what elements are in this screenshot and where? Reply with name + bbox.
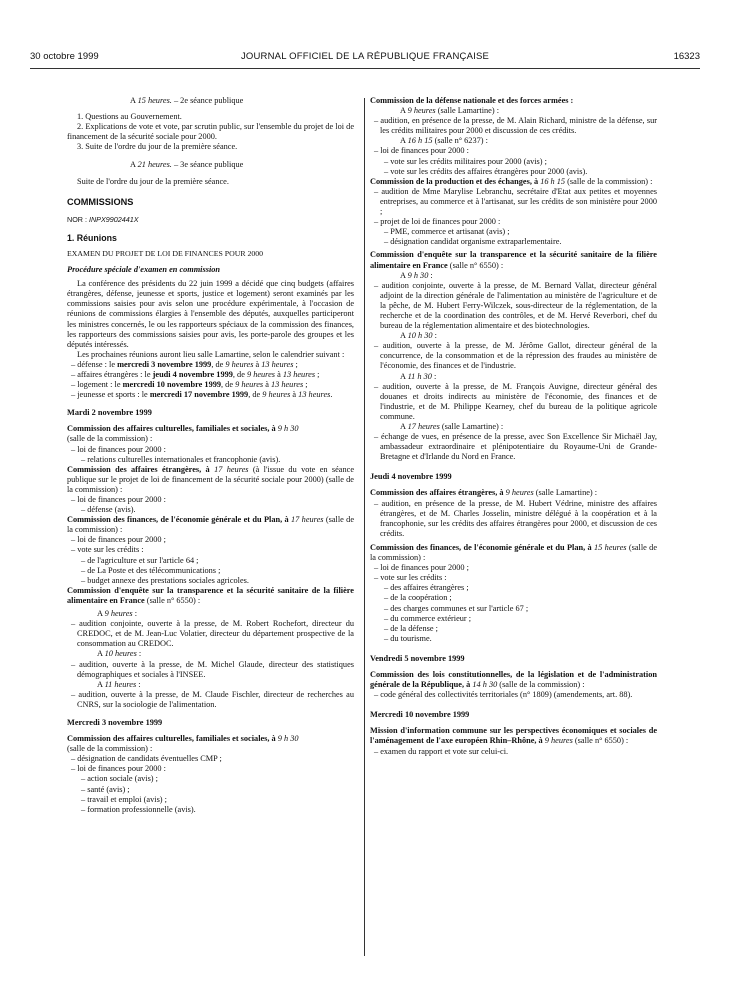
session-2-heading: A 15 heures. – 2e séance publique [130, 96, 244, 105]
agenda-line: – désignation de candidats éventuelles CMP ; [71, 754, 222, 764]
agenda-line: – code général des collectivités territoriales (n° 1809) (amendements, art. 88). [374, 690, 633, 700]
agenda-line: – projet de loi de finances pour 2000 : [374, 217, 501, 227]
day-heading: Mercredi 3 novembre 1999 [67, 717, 163, 727]
calendar-entry: – défense : le mercredi 3 novembre 1999, de 9 heures à 13 heures ; [71, 359, 298, 369]
header-rule [30, 68, 700, 69]
agenda-subline: – désignation candidat organisme extraparlementaire. [384, 237, 562, 247]
commissions-title: COMMISSIONS [67, 196, 134, 207]
reunions-title: 1. Réunions [67, 232, 117, 243]
day-heading: Mardi 2 novembre 1999 [67, 408, 152, 418]
day-heading: Vendredi 5 novembre 1999 [370, 653, 465, 663]
agenda-line: – loi de finances pour 2000 : [71, 495, 166, 504]
header-date: 30 octobre 1999 [30, 51, 99, 62]
commission-entry: Commission de la défense nationale et des forces armées : [370, 96, 574, 105]
agenda-subline: – de la défense ; [384, 623, 438, 633]
column-divider [364, 98, 365, 956]
agenda-subline: – PME, commerce et artisanat (avis) ; [384, 227, 510, 237]
commission-entry: Commission des affaires étrangères, à 17 heures (à l'issue du vote en séance publique sur le projet de loi de financement de la sécurité sociale pour 2000) (salle de la commission) : [67, 464, 355, 494]
agenda-subline: – des charges communes et sur l'article 67 ; [384, 603, 529, 613]
agenda-subline: – formation professionnelle (avis). [81, 804, 196, 814]
calendar-intro: Les prochaines réunions auront lieu salle Lamartine, selon le calendrier suivant : [77, 349, 345, 359]
agenda-subline: – action sociale (avis) ; [81, 774, 158, 784]
agenda-subline: – de l'agriculture et sur l'article 64 ; [81, 555, 199, 565]
agenda-line: – audition conjointe, ouverte à la presse, de M. Bernard Vallat, directeur général adjoint de la direction générale de l'alimentation au ministère de l'agriculture et de la pêche, de M. Hubert Ferry-Wilczek, sous-directeur de la réglementation, de la recherche et de la coordination des contrôles, et de M. Hervé Reverbori, chef du bureau de la réglementation alimentaire et des biotechnologies. [374, 280, 657, 331]
examen-title: EXAMEN DU PROJET DE LOI DE FINANCES POUR 2000 [67, 248, 264, 258]
calendar-entry: – affaires étrangères : le jeudi 4 novembre 1999, de 9 heures à 13 heures ; [71, 369, 320, 379]
commission-entry: Commission de la production et des échanges, à 16 h 15 (salle de la commission) : [370, 176, 653, 186]
agenda-line: – loi de finances pour 2000 : [71, 444, 166, 454]
agenda-item: 1. Questions au Gouvernement. [77, 112, 182, 122]
agenda-subline: – des affaires étrangères ; [384, 583, 469, 593]
agenda-subline: – de La Poste et des télécommunications ; [81, 565, 221, 575]
hour-line: A 10 h 30 : [400, 331, 437, 341]
hour-line: A 9 h 30 : [400, 270, 433, 280]
agenda-line: – loi de finances pour 2000 ; [71, 535, 166, 545]
agenda-subline: – santé (avis) ; [81, 784, 130, 794]
procedure-title: Procédure spéciale d'examen en commission [67, 265, 221, 275]
agenda-line: – audition, ouverte à la presse, de M. Jérôme Gallot, directeur général de la concurrence, de la consommation et de la répression des fraudes au ministère de l'économie, des finances et de l'industrie. [374, 341, 657, 371]
agenda-line: – audition, en présence de la presse, de M. Alain Richard, ministre de la défense, sur les crédits militaires pour 2000 et discussion de ces crédits. [374, 116, 657, 136]
right-column [370, 96, 657, 757]
agenda-line: – loi de finances pour 2000 : [374, 146, 469, 156]
agenda-subline: – défense (avis). [81, 505, 136, 515]
agenda-subline: – budget annexe des prestations sociales agricoles. [81, 575, 249, 585]
hour-line: A 9 heures (salle Lamartine) : [400, 106, 500, 116]
hour-line: A 11 heures : [97, 679, 141, 689]
agenda-line: – vote sur les crédits : [71, 545, 144, 555]
agenda-subline: – du commerce extérieur ; [384, 613, 472, 623]
agenda-line: – échange de vues, en présence de la presse, avec Son Excellence Sir Michaël Jay, ambassadeur extraordinaire et plénipotentiaire du Royaume-Uni de Grande-Bretagne et d'Irlande du Nord en France. [374, 432, 657, 462]
agenda-line: – audition, en présence de la presse, de M. Hubert Védrine, ministre des affaires étrangères, et de M. Charles Josselin, ministre délégué à la coopération et à la francophonie, sur les crédits des affaires étrangères pour 2000, et discussion de ces crédits. [374, 498, 657, 538]
hour-line: A 9 heures : [97, 609, 138, 619]
agenda-subline: – travail et emploi (avis) ; [81, 794, 167, 804]
agenda-line: – vote sur les crédits : [374, 573, 447, 583]
day-heading: Jeudi 4 novembre 1999 [370, 472, 452, 482]
commission-entry: Commission d'enquête sur la transparence et la sécurité sanitaire de la filière alimentaire en France (salle n° 6550) : [67, 585, 354, 605]
commission-entry: Commission des finances, de l'économie générale et du Plan, à 15 heures (salle de la commission) : [370, 542, 658, 563]
commission-entry: Commission des affaires étrangères, à 9 heures (salle Lamartine) : [370, 488, 598, 498]
agenda-item: Suite de l'ordre du jour de la première séance. [77, 176, 229, 186]
commission-entry: Commission d'enquête sur la transparence et la sécurité sanitaire de la filière alimentaire en France (salle n° 6550) : [370, 250, 657, 270]
procedure-paragraph: La conférence des présidents du 22 juin 1999 a décidé que cinq budgets (affaires étrangères, défense, jeunesse et sports, justice et logement) seront examinés par les commissions saisies pour avis selon une procédure expérimentale, à l'occasion de réunions de commissions élargies à l'ensemble des députés, auxquelles participeront les ministres concernés, le ou les rapporteurs spéciaux de la commission des finances, les rapporteurs des commissions saisies pour avis, les porte-parole des groupes et les députés intéressés. [67, 279, 354, 349]
calendar-entry: – jeunesse et sports : le mercredi 17 novembre 1999, de 9 heures à 13 heures. [71, 390, 333, 400]
agenda-subline: – relations culturelles internationales et francophonie (avis). [81, 454, 281, 464]
agenda-line: – examen du rapport et vote sur celui-ci. [374, 746, 509, 756]
agenda-line: – audition, ouverte à la presse, de M. Claude Fischler, directeur de recherches au CNRS, sur la sociologie de l'alimentation. [71, 689, 354, 709]
agenda-item: 3. Suite de l'ordre du jour de la première séance. [77, 142, 238, 152]
agenda-line: – loi de finances pour 2000 ; [374, 563, 469, 573]
agenda-line: – loi de finances pour 2000 : [71, 764, 166, 774]
hour-line: A 10 heures : [97, 649, 142, 659]
agenda-item: 2. Explications de vote et vote, par scrutin public, sur l'ensemble du projet de loi de financement de la sécurité sociale pour 2000. [67, 122, 354, 142]
page-number: 16323 [673, 51, 700, 62]
commission-entry: Commission des affaires culturelles, familiales et sociales, à 9 h 30 (salle de la commission) : [67, 734, 299, 754]
hour-line: A 17 heures (salle Lamartine) : [400, 422, 504, 431]
left-column [67, 96, 354, 815]
commission-entry: Commission des affaires culturelles, familiales et sociales, à 9 h 30 (salle de la commission) : [67, 424, 299, 444]
hour-line: A 11 h 30 : [400, 371, 437, 381]
page-header [30, 51, 700, 65]
nor-reference: NOR : INPX9902441X [67, 214, 139, 224]
agenda-line: – audition, ouverte à la presse, de M. François Auvigne, directeur général des douanes et droits indirects au ministère de l'économie, des finances et de l'industrie, et de M. Philippe Kearney, chef du bureau de la politique agricole commune. [374, 381, 657, 421]
journal-title: JOURNAL OFFICIEL DE LA RÉPUBLIQUE FRANÇAISE [240, 51, 490, 62]
agenda-subline: – vote sur les crédits militaires pour 2000 (avis) ; [384, 156, 547, 166]
agenda-line: – audition conjointe, ouverte à la presse, de M. Robert Rochefort, directeur du CREDOC, et de M. Jean-Luc Volatier, directeur du département prospective de la consommation au CREDOC. [71, 619, 354, 649]
agenda-line: – audition de Mme Marylise Lebranchu, secrétaire d'Etat aux petites et moyennes entreprises, au commerce et à l'artisanat, sur les crédits de son ministère pour 2000 ; [374, 186, 657, 217]
day-heading: Mercredi 10 novembre 1999 [370, 710, 470, 720]
agenda-subline: – de la coopération ; [384, 593, 452, 603]
hour-line: A 16 h 15 (salle n° 6237) : [400, 136, 488, 146]
calendar-entry: – logement : le mercredi 10 novembre 1999, de 9 heures à 13 heures ; [71, 380, 308, 390]
commission-entry: Mission d'information commune sur les perspectives économiques et sociales de l'aménagement de l'axe européen Rhin–Rhône, à 9 heures (salle n° 6550) : [370, 726, 657, 746]
agenda-line: – audition, ouverte à la presse, de M. Michel Glaude, directeur des statistiques démographiques et sociales à l'INSEE. [71, 659, 354, 679]
agenda-subline: – vote sur les crédits des affaires étrangères pour 2000 (avis). [384, 166, 588, 176]
commission-entry: Commission des lois constitutionnelles, de la législation et de l'administration générale de la République, à 14 h 30 (salle de la commission) : [370, 669, 657, 690]
session-3-heading: A 21 heures. – 3e séance publique [130, 160, 244, 170]
commission-entry: Commission des finances, de l'économie générale et du Plan, à 17 heures (salle de la commission) : [67, 515, 355, 535]
agenda-subline: – du tourisme. [384, 633, 432, 643]
